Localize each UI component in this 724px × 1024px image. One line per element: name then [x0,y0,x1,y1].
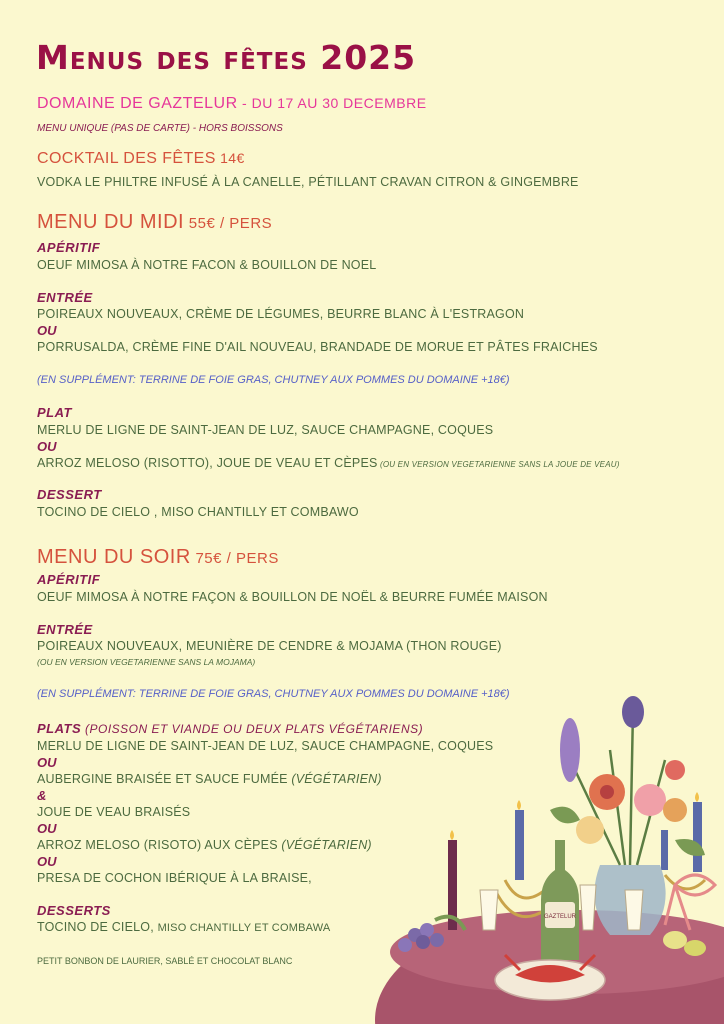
midi-aperitif: OEUF MIMOSA À NOTRE FACON & BOUILLON DE NOEL [37,258,377,272]
soir-plat-amp: & [37,788,47,803]
soir-plat-3: JOUE DE VEAU BRAISÉS [37,805,191,819]
soir-entree-note: (OU EN VERSION VEGETARIENNE SANS LA MOJAMA) [37,657,256,667]
cocktail-title: COCKTAIL DES FÊTES [37,150,216,167]
cocktail-header [37,150,245,168]
midi-entree-or: OU [37,323,57,338]
soir-plat-4 [37,838,372,852]
soir-dessert-main: TOCINO DE CIELO, [37,920,158,934]
soir-header [37,546,279,569]
soir-aperitif-label: APÉRITIF [37,572,101,587]
midi-plat-1: MERLU DE LIGNE DE SAINT-JEAN DE LUZ, SAUCE CHAMPAGNE, COQUES [37,423,494,437]
soir-desserts-label: DESSERTS [37,903,111,918]
soir-entree-label: ENTRÉE [37,622,93,637]
soir-dessert [37,920,330,934]
domaine-dates: - DU 17 AU 30 DECEMBRE [237,95,427,111]
candle-right [693,802,702,872]
page-title: Menus des fêtes 2025 [36,38,417,77]
soir-title: MENU DU SOIR [37,546,191,568]
bottle-label: GAZTELUR [543,914,577,920]
soir-plat-5: PRESA DE COCHON IBÉRIQUE À LA BRAISE, [37,871,312,885]
midi-plat-2-note: (OU EN VERSION VEGETARIENNE SANS LA JOUE DE VEAU) [377,460,620,469]
soir-price: 75€ / PERS [190,550,279,567]
menu-note [37,123,283,134]
candle-center [515,810,524,880]
soir-plats-note: (POISSON ET VIANDE OU DEUX PLATS VÉGÉTARIENS) [81,722,424,736]
soir-aperitif: OEUF MIMOSA À NOTRE FAÇON & BOUILLON DE NOËL & BEURRE FUMÉE MAISON [37,590,548,604]
flower-bouquet [550,696,705,865]
midi-dessert-label: DESSERT [37,487,102,502]
soir-plats-header [37,721,423,736]
domaine-name: DOMAINE DE GAZTELUR [37,95,238,112]
soir-plats-label: PLATS [37,721,82,736]
soir-supplement: (EN SUPPLÉMENT: TERRINE DE FOIE GRAS, CHUTNEY AUX POMMES DU DOMAINE +18€) [37,688,510,700]
soir-plat-2 [37,772,382,786]
midi-plat-2-text: ARROZ MELOSO (RISOTTO), JOUE DE VEAU ET CÈPES [37,456,378,470]
midi-entree-label: ENTRÉE [37,290,93,305]
cocktail-price: 14€ [215,150,245,166]
soir-dessert-second: MISO CHANTILLY ET COMBAWA [157,922,331,934]
midi-price: 55€ / PERS [184,215,273,232]
soir-entree: POIREAUX NOUVEAUX, MEUNIÈRE DE CENDRE & MOJAMA (THON ROUGE) [37,639,502,653]
glass-right [625,890,643,930]
soir-mignardises: PETIT BONBON DE LAURIER, SABLÉ ET CHOCOLAT BLANC [37,956,293,966]
cocktail-description: VODKA LE PHILTRE INFUSÉ À LA CANELLE, PÉTILLANT CRAVAN CITRON & GINGEMBRE [37,175,579,189]
soir-plat-4-veg: (VÉGÉTARIEN) [277,838,372,852]
midi-header [37,211,272,234]
menu-note-unique: MENU UNIQUE (PAS DE CARTE) [37,123,190,134]
midi-supplement: (EN SUPPLÉMENT: TERRINE DE FOIE GRAS, CHUTNEY AUX POMMES DU DOMAINE +18€) [37,374,510,386]
soir-plat-2-veg: (VÉGÉTARIEN) [287,772,382,786]
champagne-bottle [541,840,579,960]
domaine-header [37,95,427,113]
soir-plat-or-3: OU [37,854,57,869]
midi-plat-label: PLAT [37,405,72,420]
glass-left [480,890,498,930]
soir-plat-1: MERLU DE LIGNE DE SAINT-JEAN DE LUZ, SAUCE CHAMPAGNE, COQUES [37,739,494,753]
soir-plat-or-1: OU [37,755,57,770]
soir-plat-4-text: ARROZ MELOSO (RISOTO) AUX CÈPES [37,838,278,852]
midi-plat-or: OU [37,439,57,454]
midi-plat-2 [37,456,620,470]
midi-dessert: TOCINO DE CIELO , MISO CHANTILLY ET COMBAWO [37,505,359,519]
midi-title: MENU DU MIDI [37,211,185,233]
midi-entree-1: POIREAUX NOUVEAUX, CRÈME DE LÉGUMES, BEURRE BLANC À L'ESTRAGON [37,307,525,321]
midi-aperitif-label: APÉRITIF [37,240,101,255]
festive-table-illustration [375,690,724,1024]
soir-plat-or-2: OU [37,821,57,836]
midi-entree-2: PORRUSALDA, CRÈME FINE D'AIL NOUVEAU, BRANDADE DE MORUE ET PÂTES FRAICHES [37,340,598,354]
menu-note-drinks: - HORS BOISSONS [189,123,283,134]
soir-plat-2-text: AUBERGINE BRAISÉE ET SAUCE FUMÉE [37,772,288,786]
